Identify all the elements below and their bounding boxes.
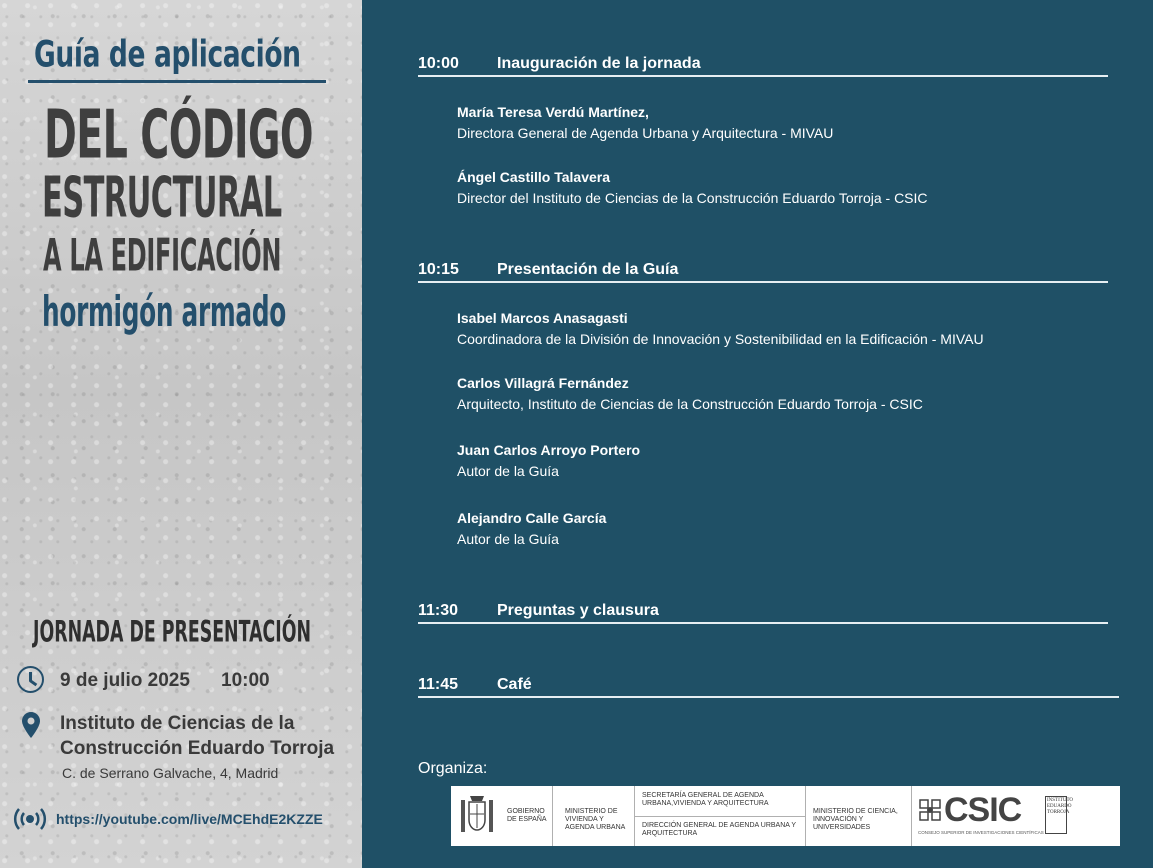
slot-time: 10:00 (418, 55, 459, 72)
gobierno-logo (451, 786, 553, 846)
speaker (457, 102, 1097, 144)
speaker (457, 373, 1097, 415)
speaker (457, 508, 1097, 550)
speaker-role: Autor de la Guía (457, 531, 559, 547)
left-panel (0, 0, 362, 868)
csic-wordmark: CSIC (944, 791, 1022, 829)
csic-mark-icon (918, 798, 942, 822)
speaker (457, 440, 1097, 482)
speaker-name: Ángel Castillo Talavera (457, 169, 611, 185)
speaker (457, 167, 1097, 209)
title-line-2: ESTRUCTURAL (42, 165, 282, 230)
slot-time: 10:15 (418, 261, 459, 278)
gobierno-text: GOBIERNO DE ESPAÑA (507, 808, 547, 823)
program-slot (418, 676, 1119, 698)
csic-logo (912, 786, 1043, 846)
subtitle: hormigón armado (42, 288, 287, 337)
slot-title: Preguntas y clausura (497, 602, 659, 619)
ietcc-logo (1043, 786, 1074, 846)
speaker-name: Carlos Villagrá Fernández (457, 375, 629, 391)
venue-address: C. de Serrano Galvache, 4, Madrid (62, 765, 279, 781)
venue-name: Instituto de Ciencias de la Construcción Eduardo Torroja (60, 713, 335, 759)
speaker-role: Directora General de Agenda Urbana y Arquitectura - MIVAU (457, 125, 834, 141)
slot-time: 11:30 (418, 602, 459, 619)
event-time: 10:00 (221, 670, 270, 691)
slot-title: Inauguración de la jornada (497, 55, 701, 72)
slot-time: 11:45 (418, 676, 459, 693)
ietcc-text: INSTITUTO EDUARDO TORROJA (1045, 796, 1067, 834)
secretaria-divider (635, 816, 805, 817)
speaker-role: Arquitecto, Instituto de Ciencias de la Construcción Eduardo Torroja - CSIC (457, 396, 923, 412)
csic-subtitle: CONSEJO SUPERIOR DE INVESTIGACIONES CIENTÍFICAS (918, 830, 1044, 835)
speaker-name: Alejandro Calle García (457, 510, 607, 526)
organizer-logos (451, 786, 1120, 846)
event-date: 9 de julio 2025 (60, 670, 190, 691)
ministerio-ciencia-logo (806, 786, 912, 846)
location-pin-icon (22, 712, 40, 738)
slot-title: Presentación de la Guía (497, 261, 679, 278)
guide-line: Guía de aplicación (34, 33, 301, 77)
program-slot (418, 261, 1108, 283)
ministerio-vivienda-logo (553, 786, 635, 846)
clock-icon (17, 666, 44, 693)
event-label: JORNADA DE PRESENTACIÓN (33, 614, 312, 649)
title-line-3: A LA EDIFICACIÓN (43, 230, 282, 282)
program-panel (362, 0, 1153, 868)
organizer-label: Organiza: (418, 760, 488, 777)
title-rule (28, 80, 326, 83)
coat-of-arms-icon (459, 794, 495, 838)
live-stream-icon (14, 806, 46, 832)
speaker-role: Director del Instituto de Ciencias de la Construcción Eduardo Torroja - CSIC (457, 190, 928, 206)
speaker-role: Autor de la Guía (457, 463, 559, 479)
stream-link[interactable]: https://youtube.com/live/MCEhdE2KZZE (56, 811, 323, 827)
speaker-name: María Teresa Verdú Martínez, (457, 104, 649, 120)
program-slot (418, 602, 1108, 624)
program-slot (418, 55, 1108, 77)
title-line-1: DEL CÓDIGO (44, 96, 313, 175)
secretaria-text: SECRETARÍA GENERAL DE AGENDA URBANA,VIVIENDA Y ARQUITECTURA (642, 792, 769, 807)
ministerio-vivienda-text: MINISTERIO DE VIVIENDA Y AGENDA URBANA (565, 808, 626, 831)
speaker (457, 308, 1097, 350)
direccion-text: DIRECCIÓN GENERAL DE AGENDA URBANA Y ARQUITECTURA (642, 822, 796, 837)
ministerio-ciencia-text: MINISTERIO DE CIENCIA, INNOVACIÓN Y UNIVERSIDADES (813, 808, 898, 831)
speaker-name: Juan Carlos Arroyo Portero (457, 442, 641, 458)
slot-title: Café (497, 676, 532, 693)
speaker-name: Isabel Marcos Anasagasti (457, 310, 628, 326)
secretaria-logo (635, 786, 806, 846)
speaker-role: Coordinadora de la División de Innovación y Sostenibilidad en la Edificación - MIVAU (457, 331, 984, 347)
